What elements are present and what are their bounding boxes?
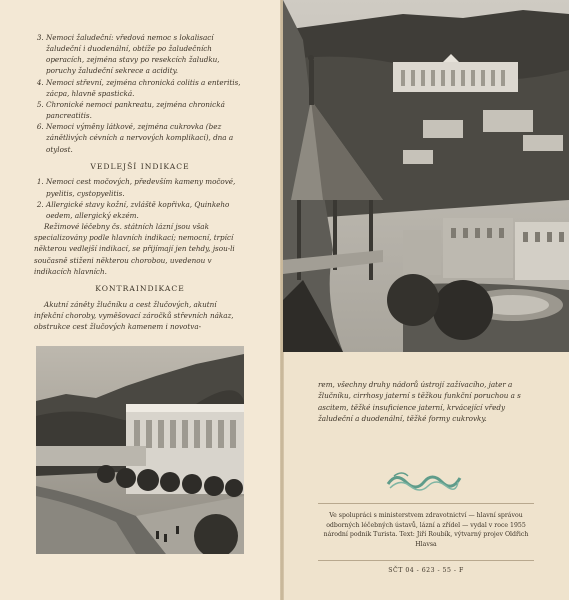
publisher-imprint: Ve spolupráci s ministerstvem zdravotnictví — hlavní správou odborných léčebných ústavů, lázní a zřídel — vydal v roce 1955 národní podnik Turista. Text: Jiří Roubík, výtvarný projev Oldřich Hlavsa <box>323 512 529 548</box>
heading-contraindications: KONTRAINDIKACE <box>95 283 185 293</box>
secondary-indications-list <box>34 176 246 221</box>
list-item: 4. Nemoci střevní, zejména chronická colitis a enteritis, zácpa, hlavně spastická. <box>46 77 246 99</box>
contraindications-text: Akutní záněty žlučníku a cest žlučových, akutní infekční choroby, vyměšovací záročků střevních nákaz, obstrukce cest žlučových kamenem i novotva- <box>34 299 234 331</box>
wave-ornament-icon <box>386 470 462 494</box>
list-item: 5. Chronické nemoci pankreatu, zejména chronická pancreatitis. <box>46 99 246 121</box>
list-item: 1. Nemoci cest močových, především kameny močové, pyelitis, cystopyelitis. <box>46 176 246 198</box>
heading-secondary-indications: VEDLEJŠÍ INDIKACE <box>90 161 190 171</box>
secondary-indications-note: Režimové léčebny čs. státních lázní jsou však specializovány podle hlavních indikací; nemocní, trpící některou vedlejší indikací, se přijímají jen tehdy, jsou-li současně stiženi některou chorobou, uvedenou v indikacích hlavních. <box>34 222 235 276</box>
main-indications-list <box>34 32 246 155</box>
contraindications-continuation: rem, všechny druhy nádorů ústrojí zažívacího, jater a žlučníku, cirrhosy jaterní s těžkou funkční poruchou a s ascitem, těžké insuficience jaterní, krvácející vředy žaludeční a duodenální, těžké formy cukrovky. <box>318 380 521 424</box>
list-item: 6. Nemoci výměny látkové, zejména cukrovka (bez zánětlivých cévních a nervových komplikací), dna a otylost. <box>46 121 246 154</box>
list-item: 3. Nemoci žaludeční: vředová nemoc s lokalisací žaludeční i duodenální, obtíže po žaludečních operacích, zejména stavy po resekcích žaludku, poruchy žaludeční sekrece a acidity. <box>46 32 246 77</box>
catalog-code: SČT 04 - 623 - 55 - F <box>388 567 464 574</box>
spa-town-panorama-photo <box>283 0 569 352</box>
indications-text <box>34 32 246 332</box>
list-item: 2. Allergické stavy kožní, zvláště kopřivka, Quinkeho oedem, allergický ekzém. <box>46 199 246 221</box>
divider-bottom <box>318 560 534 561</box>
divider-top <box>318 503 534 504</box>
spa-colonnade-photo <box>36 346 244 554</box>
